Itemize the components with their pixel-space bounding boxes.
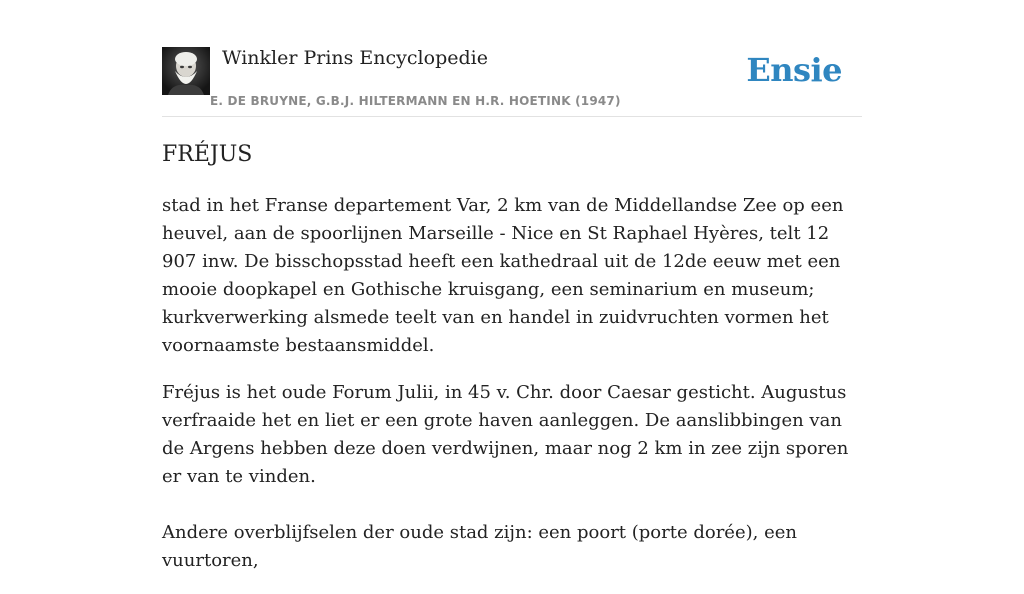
portrait-icon [162, 47, 210, 95]
page-header [162, 44, 862, 117]
entry-title: FRÉJUS [162, 142, 253, 167]
entry-paragraph: stad in het Franse departement Var, 2 km van de Middellandse Zee op een heuvel, aan de spoorlijnen Marseille - Nice en St Raphael Hyères, telt 12 907 inw. De bisschopsstad heeft een kathedraal uit de 12de eeuw met een mooie doopkapel en Gothische kruisgang, een seminarium en museum; kurkverwerking alsmede teelt van en handel in zuidvruchten vormen het voornaamste bestaansmiddel. [162, 195, 844, 356]
brand-logo[interactable]: Ensie [746, 51, 842, 89]
author-avatar[interactable] [162, 47, 210, 95]
entry-paragraph: Fréjus is het oude Forum Julii, in 45 v. Chr. door Caesar gesticht. Augustus verfraaide het en liet er een grote haven aanleggen. De aanslibbingen van de Argens hebben deze doen verdwijnen, maar nog 2 km in zee zijn sporen er van te vinden. [162, 382, 849, 487]
entry-body [162, 192, 862, 594]
publication-authors: E. DE BRUYNE, G.B.J. HILTERMANN EN H.R. HOETINK (1947) [210, 94, 621, 108]
publication-title[interactable]: Winkler Prins Encyclopedie [222, 47, 488, 69]
entry-paragraph: Andere overblijfselen der oude stad zijn: een poort (porte dorée), een vuurtoren, [162, 522, 797, 571]
